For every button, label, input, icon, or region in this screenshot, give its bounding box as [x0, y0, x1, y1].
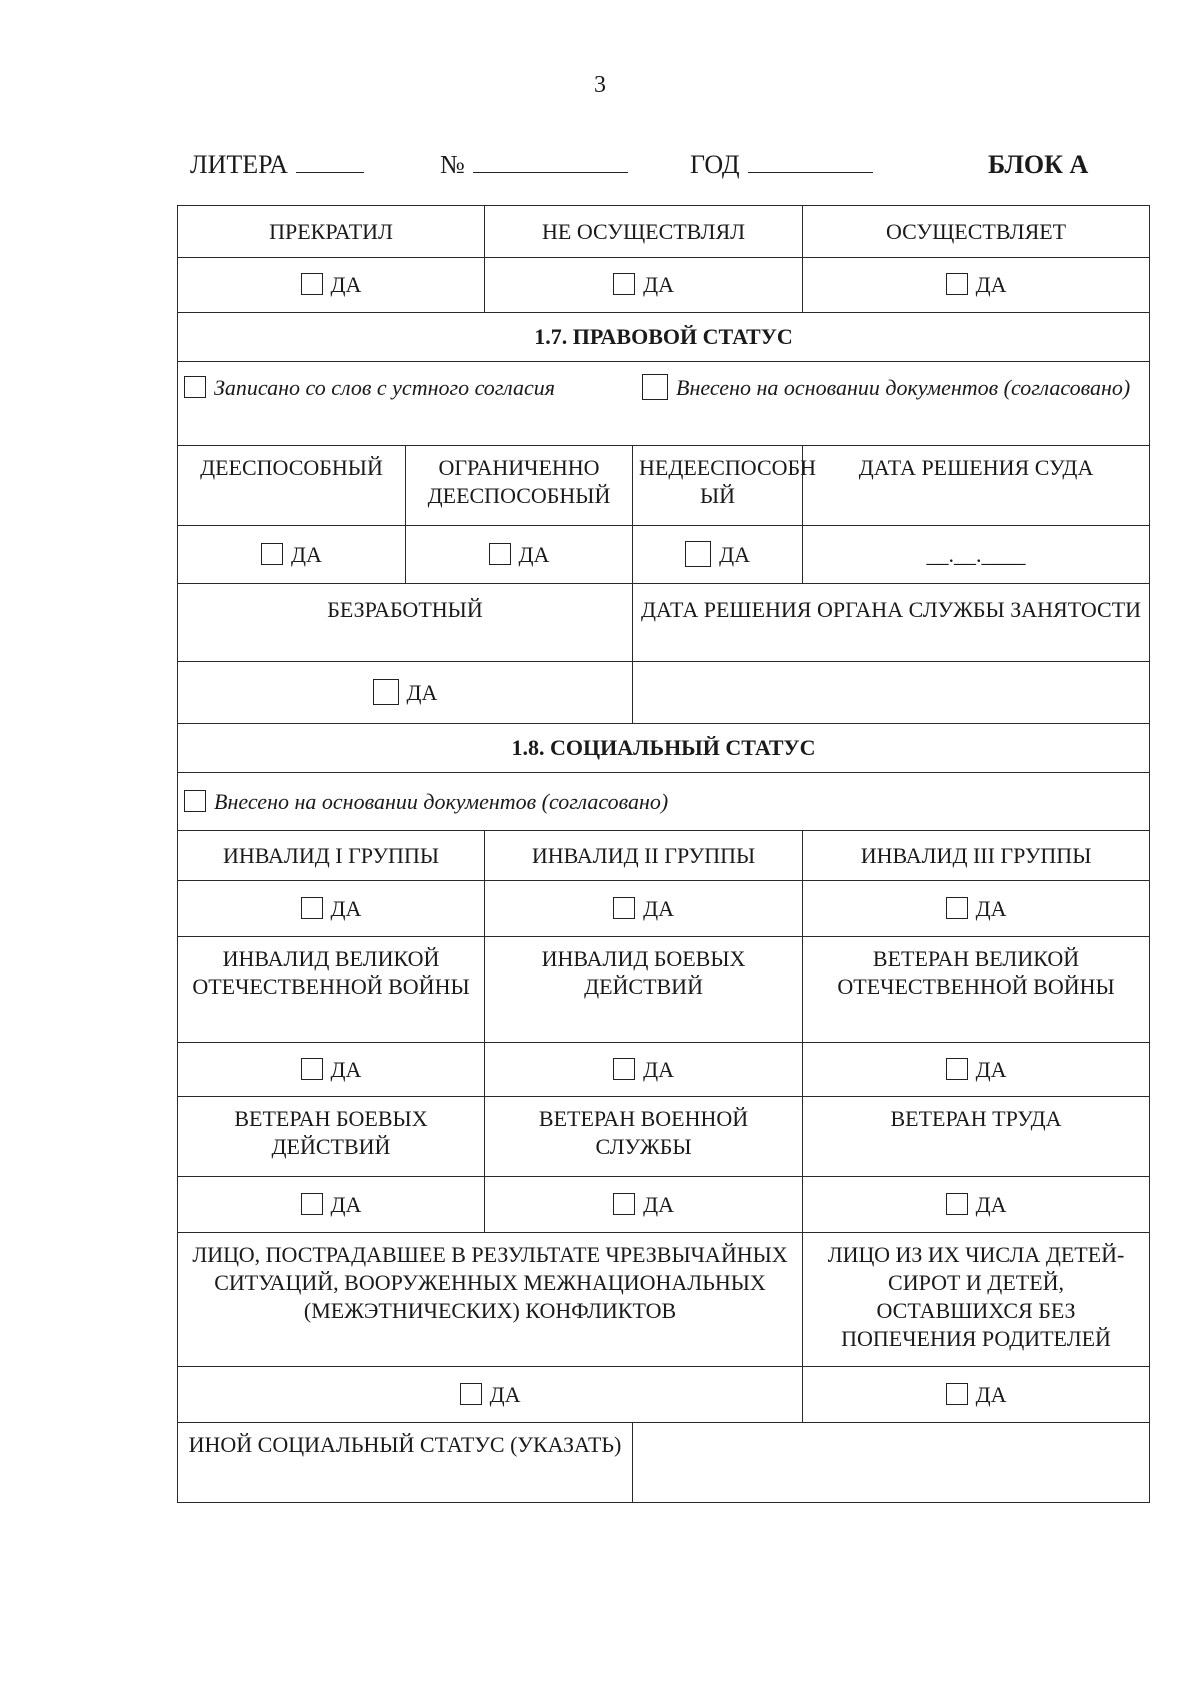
- litera-blank[interactable]: [296, 150, 364, 173]
- yes-label: ДА: [330, 895, 362, 921]
- yes-label: ДА: [975, 1056, 1007, 1082]
- limited-yes: [406, 526, 633, 584]
- not-performed-label: НЕ ОСУЩЕСТВЛЯЛ: [485, 206, 803, 258]
- limited-label: ОГРАНИЧЕННО ДЕЕСПОСОБНЫЙ: [406, 446, 633, 526]
- legal-status-title: 1.7. ПРАВОВОЙ СТАТУС: [178, 313, 1150, 362]
- veteran-ww2-yes: [803, 1043, 1150, 1097]
- recorded-oral-label: Записано со слов с устного согласия: [214, 375, 555, 400]
- incapable-label: НЕДЕЕСПОСОБН ЫЙ: [633, 446, 803, 526]
- veteran-combat-checkbox[interactable]: [301, 1193, 323, 1215]
- legal-docs-label: Внесено на основании документов (согласовано): [676, 375, 1131, 400]
- yes-label: ДА: [643, 895, 674, 921]
- performs-label: ОСУЩЕСТВЛЯЕТ: [803, 206, 1150, 258]
- incapable-yes: [633, 526, 803, 584]
- veteran-military-checkbox[interactable]: [613, 1193, 635, 1215]
- disabled-1-label: ИНВАЛИД I ГРУППЫ: [178, 831, 485, 881]
- veteran-military-label: ВЕТЕРАН ВОЕННОЙ СЛУЖБЫ: [485, 1097, 803, 1177]
- stopped-yes: [178, 258, 485, 313]
- other-status-value[interactable]: [633, 1423, 1150, 1503]
- veteran-labor-yes: [803, 1177, 1150, 1233]
- litera-field: [190, 150, 364, 180]
- disabled-combat-checkbox[interactable]: [613, 1058, 635, 1080]
- yes-label: ДА: [330, 1056, 362, 1082]
- form-header: [0, 150, 1200, 190]
- yes-label: ДА: [643, 1191, 674, 1217]
- litera-label: ЛИТЕРА: [190, 150, 289, 179]
- veteran-combat-label: ВЕТЕРАН БОЕВЫХ ДЕЙСТВИЙ: [178, 1097, 485, 1177]
- veteran-labor-checkbox[interactable]: [946, 1193, 968, 1215]
- performs-yes: [803, 258, 1150, 313]
- orphan-checkbox[interactable]: [946, 1383, 968, 1405]
- court-date-value[interactable]: __.__.____: [803, 526, 1150, 584]
- page-number: 3: [594, 72, 606, 98]
- emergency-victim-label: ЛИЦО, ПОСТРАДАВШЕЕ В РЕЗУЛЬТАТЕ ЧРЕЗВЫЧАЙНЫХ СИТУАЦИЙ, ВООРУЖЕННЫХ МЕЖНАЦИОНАЛЬНЫХ (МЕЖЭТНИЧЕСКИХ) КОНФЛИКТОВ: [178, 1233, 803, 1367]
- year-label: ГОД: [690, 150, 740, 179]
- year-blank[interactable]: [748, 150, 873, 173]
- unemployed-yes: [178, 662, 633, 724]
- incapable-checkbox[interactable]: [685, 541, 711, 567]
- stopped-label: ПРЕКРАТИЛ: [178, 206, 485, 258]
- disabled-ww2-yes: [178, 1043, 485, 1097]
- recorded-oral-checkbox[interactable]: [184, 376, 206, 398]
- number-label: №: [440, 150, 465, 179]
- employment-date-value[interactable]: [633, 662, 1150, 724]
- limited-checkbox[interactable]: [489, 543, 511, 565]
- disabled-2-yes: [485, 881, 803, 937]
- employment-date-label: ДАТА РЕШЕНИЯ ОРГАНА СЛУЖБЫ ЗАНЯТОСТИ: [633, 584, 1150, 662]
- disabled-2-label: ИНВАЛИД II ГРУППЫ: [485, 831, 803, 881]
- emergency-victim-yes: [178, 1367, 803, 1423]
- disabled-2-checkbox[interactable]: [613, 897, 635, 919]
- yes-label: ДА: [489, 1381, 521, 1407]
- capable-yes: [178, 526, 406, 584]
- year-field: [690, 150, 873, 180]
- yes-label: ДА: [975, 272, 1007, 297]
- legal-docs-checkbox[interactable]: [642, 374, 668, 400]
- veteran-ww2-label: ВЕТЕРАН ВЕЛИКОЙ ОТЕЧЕСТВЕННОЙ ВОЙНЫ: [803, 937, 1150, 1043]
- disabled-combat-label: ИНВАЛИД БОЕВЫХ ДЕЙСТВИЙ: [485, 937, 803, 1043]
- yes-label: ДА: [643, 1056, 674, 1082]
- unemployed-label: БЕЗРАБОТНЫЙ: [178, 584, 633, 662]
- status-form-table: [177, 205, 1150, 1503]
- performs-checkbox[interactable]: [946, 273, 968, 295]
- emergency-victim-checkbox[interactable]: [460, 1383, 482, 1405]
- orphan-label: ЛИЦО ИЗ ИХ ЧИСЛА ДЕТЕЙ-СИРОТ И ДЕТЕЙ, ОСТАВШИХСЯ БЕЗ ПОПЕЧЕНИЯ РОДИТЕЛЕЙ: [803, 1233, 1150, 1367]
- yes-label: ДА: [975, 1191, 1007, 1217]
- other-status-label: ИНОЙ СОЦИАЛЬНЫЙ СТАТУС (УКАЗАТЬ): [178, 1423, 633, 1503]
- social-docs-label: Внесено на основании документов (согласовано): [214, 788, 669, 814]
- disabled-3-label: ИНВАЛИД III ГРУППЫ: [803, 831, 1150, 881]
- social-docs-checkbox[interactable]: [184, 790, 206, 812]
- veteran-military-yes: [485, 1177, 803, 1233]
- disabled-ww2-checkbox[interactable]: [301, 1058, 323, 1080]
- legal-status-source: [178, 362, 1150, 446]
- capable-checkbox[interactable]: [261, 543, 283, 565]
- orphan-yes: [803, 1367, 1150, 1423]
- disabled-1-yes: [178, 881, 485, 937]
- court-date-label: ДАТА РЕШЕНИЯ СУДА: [803, 446, 1150, 526]
- stopped-checkbox[interactable]: [301, 273, 323, 295]
- yes-label: ДА: [643, 272, 674, 297]
- disabled-combat-yes: [485, 1043, 803, 1097]
- yes-label: ДА: [975, 895, 1007, 921]
- disabled-ww2-label: ИНВАЛИД ВЕЛИКОЙ ОТЕЧЕСТВЕННОЙ ВОЙНЫ: [178, 937, 485, 1043]
- yes-label: ДА: [291, 541, 322, 567]
- number-field: [440, 150, 628, 180]
- yes-label: ДА: [406, 679, 438, 705]
- social-status-source: [178, 773, 1150, 831]
- capable-label: ДЕЕСПОСОБНЫЙ: [178, 446, 406, 526]
- yes-label: ДА: [975, 1381, 1007, 1407]
- block-label: БЛОК А: [988, 150, 1089, 179]
- disabled-1-checkbox[interactable]: [301, 897, 323, 919]
- veteran-labor-label: ВЕТЕРАН ТРУДА: [803, 1097, 1150, 1177]
- yes-label: ДА: [719, 541, 750, 567]
- veteran-combat-yes: [178, 1177, 485, 1233]
- number-blank[interactable]: [473, 150, 628, 173]
- veteran-ww2-checkbox[interactable]: [946, 1058, 968, 1080]
- disabled-3-yes: [803, 881, 1150, 937]
- disabled-3-checkbox[interactable]: [946, 897, 968, 919]
- yes-label: ДА: [518, 541, 550, 567]
- yes-label: ДА: [330, 1191, 362, 1217]
- social-status-title: 1.8. СОЦИАЛЬНЫЙ СТАТУС: [178, 724, 1150, 773]
- unemployed-checkbox[interactable]: [373, 679, 399, 705]
- not-performed-checkbox[interactable]: [613, 273, 635, 295]
- not-performed-yes: [485, 258, 803, 313]
- yes-label: ДА: [330, 272, 362, 297]
